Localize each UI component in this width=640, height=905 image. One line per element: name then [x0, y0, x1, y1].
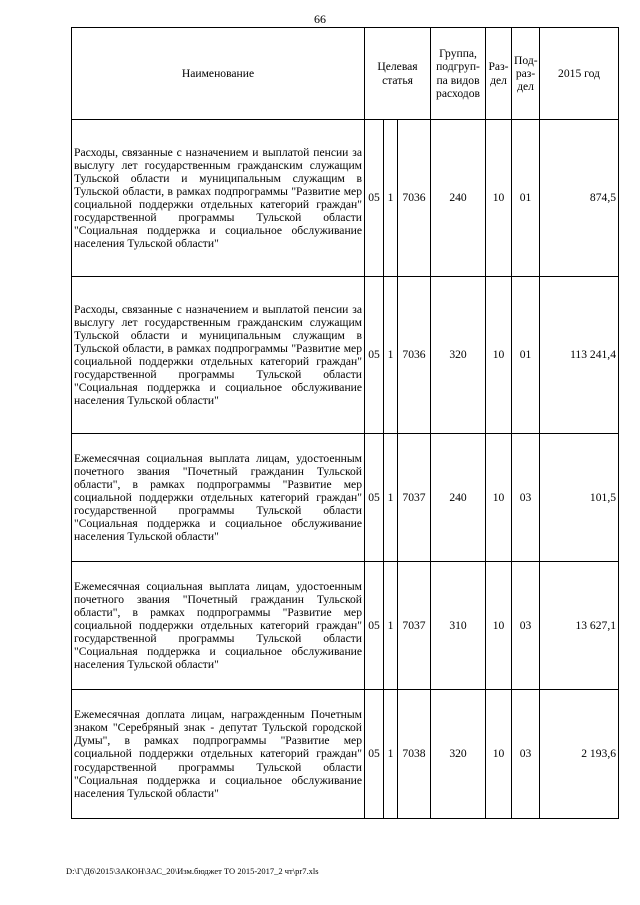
- row-name: Расходы, связанные с назначением и выплатой пенсии за выслугу лет государственным гражданским служащим Тульской области и муниципальным служащим в Тульской области, в рамках подпрограммы "Развитие мер социальной поддержки отдельных категорий граждан" государственной программы Тульской области "Социальная поддержка и социальное обслуживание населения Тульской области": [72, 277, 365, 434]
- row-cs3: 7036: [398, 120, 431, 277]
- row-section: 10: [486, 562, 512, 690]
- row-subsection: 03: [512, 562, 540, 690]
- header-year: 2015 год: [540, 28, 619, 120]
- table-row: [72, 690, 619, 819]
- table-row: [72, 277, 619, 434]
- row-amount: 874,5: [540, 120, 619, 277]
- table-row: [72, 120, 619, 277]
- page-number: 66: [314, 12, 326, 26]
- header-target-article: Целевая статья: [365, 28, 431, 120]
- table-row: [72, 562, 619, 690]
- row-group: 320: [431, 277, 486, 434]
- row-cs1: 05: [365, 434, 384, 562]
- row-group: 310: [431, 562, 486, 690]
- row-cs2: 1: [384, 690, 398, 819]
- row-cs2: 1: [384, 120, 398, 277]
- row-group: 320: [431, 690, 486, 819]
- budget-table: [71, 27, 619, 819]
- row-subsection: 03: [512, 690, 540, 819]
- header-section: Раз-дел: [486, 28, 512, 120]
- row-name: Ежемесячная социальная выплата лицам, удостоенным почетного звания "Почетный гражданин Тульской области", в рамках подпрограммы "Развитие мер социальной поддержки отдельных категорий граждан" государственной программы Тульской области "Социальная поддержка и социальное обслуживание населения Тульской области": [72, 434, 365, 562]
- row-amount: 2 193,6: [540, 690, 619, 819]
- row-amount: 101,5: [540, 434, 619, 562]
- header-name: Наименование: [72, 28, 365, 120]
- row-subsection: 01: [512, 277, 540, 434]
- table-header-row: [72, 28, 619, 120]
- row-cs3: 7037: [398, 562, 431, 690]
- row-name: Ежемесячная социальная выплата лицам, удостоенным почетного звания "Почетный гражданин Тульской области", в рамках подпрограммы "Развитие мер социальной поддержки отдельных категорий граждан" государственной программы Тульской области "Социальная поддержка и социальное обслуживание населения Тульской области": [72, 562, 365, 690]
- row-amount: 13 627,1: [540, 562, 619, 690]
- row-section: 10: [486, 690, 512, 819]
- row-cs2: 1: [384, 277, 398, 434]
- row-amount: 113 241,4: [540, 277, 619, 434]
- file-path-footer: D:\Г\Д6\2015\ЗАКОН\ЗАС_20\Изм.бюджет ТО 2015-2017_2 чт\pr7.xls: [66, 866, 319, 876]
- row-cs1: 05: [365, 690, 384, 819]
- header-subsection: Под-раз-дел: [512, 28, 540, 120]
- row-group: 240: [431, 434, 486, 562]
- row-cs1: 05: [365, 562, 384, 690]
- row-cs3: 7036: [398, 277, 431, 434]
- header-group: Группа, подгруп-па видов расходов: [431, 28, 486, 120]
- row-cs2: 1: [384, 562, 398, 690]
- row-subsection: 03: [512, 434, 540, 562]
- row-group: 240: [431, 120, 486, 277]
- row-subsection: 01: [512, 120, 540, 277]
- row-cs3: 7037: [398, 434, 431, 562]
- table-row: [72, 434, 619, 562]
- row-cs1: 05: [365, 277, 384, 434]
- row-section: 10: [486, 120, 512, 277]
- row-section: 10: [486, 434, 512, 562]
- row-cs3: 7038: [398, 690, 431, 819]
- row-cs2: 1: [384, 434, 398, 562]
- row-section: 10: [486, 277, 512, 434]
- row-cs1: 05: [365, 120, 384, 277]
- row-name: Ежемесячная доплата лицам, награжденным Почетным знаком "Серебряный знак - депутат Тульской городской Думы", в рамках подпрограммы "Развитие мер социальной поддержки отдельных категорий граждан" государственной программы Тульской области "Социальная поддержка и социальное обслуживание населения Тульской области": [72, 690, 365, 819]
- row-name: Расходы, связанные с назначением и выплатой пенсии за выслугу лет государственным гражданским служащим Тульской области и муниципальным служащим в Тульской области, в рамках подпрограммы "Развитие мер социальной поддержки отдельных категорий граждан" государственной программы Тульской области "Социальная поддержка и социальное обслуживание населения Тульской области": [72, 120, 365, 277]
